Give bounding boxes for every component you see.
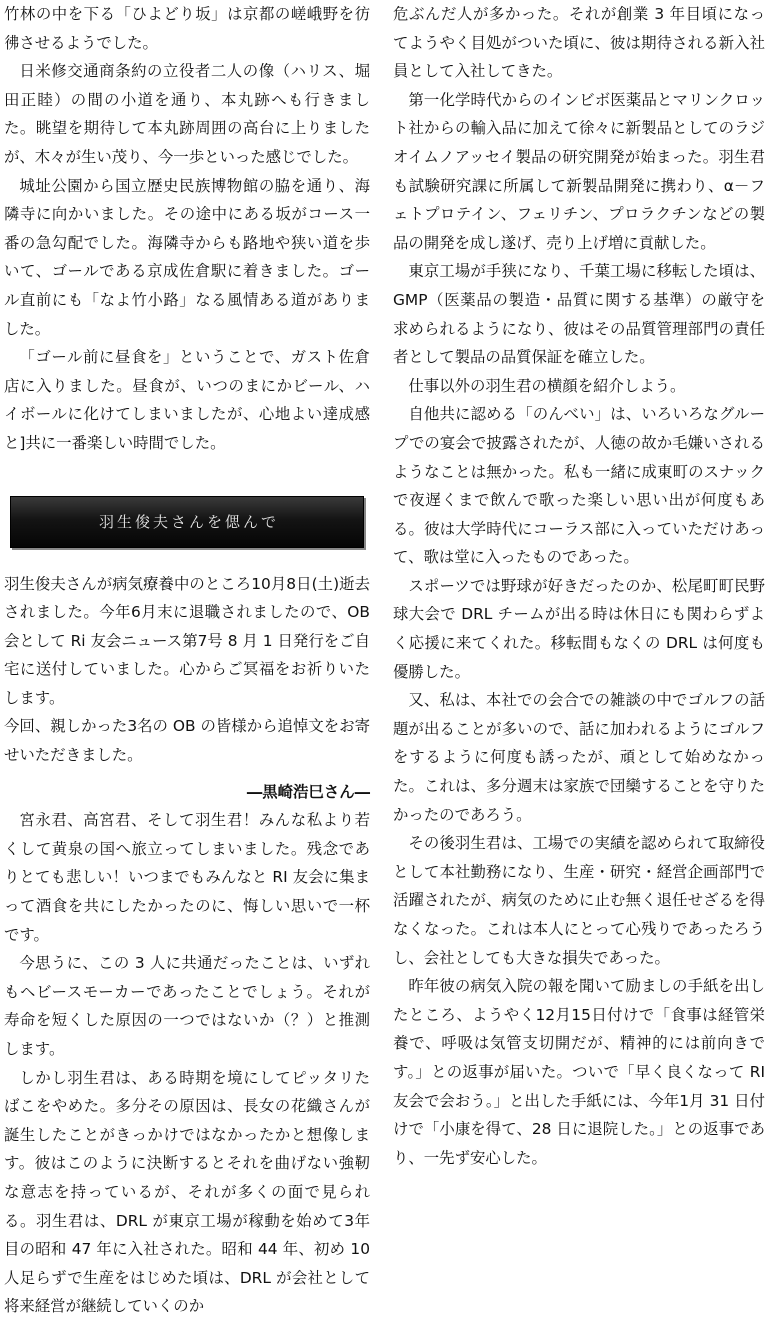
paragraph: 今思うに、この 3 人に共通だったことは、いずれもヘビースモーカーであったことでしょう。それが寿命を短くした原因の一つではないか（？）と推測します。 <box>4 954 370 1058</box>
paragraph: 竹林の中を下る「ひよどり坂」は京都の嵯峨野を彷彿させるようでした。 <box>4 5 370 52</box>
paragraph: スポーツでは野球が好きだったのか、松尾町町民野球大会で DRL チームが出る時は休日にも関わらずよく応援に来てくれた。移転間もなくの DRL は何度も優勝した。 <box>393 576 765 681</box>
paragraph: 日米修交通商条約の立役者二人の像（ハリス、堀田正睦）の間の小道を通り、本丸跡へも行きました。眺望を期待して本丸跡周囲の高台に上りましたが、木々が生い茂り、今一歩といった感じでした。 <box>4 62 370 166</box>
intro-paragraph: 羽生俊夫さんが病気療養中のところ10月8日(土)逝去されました。今年6月末に退職されましたので、OB会として Ri 友会ニュース第7号 8 月 1 日発行をご自宅に送付していました。心からご冥福をお祈りいたします。 <box>4 574 370 707</box>
paragraph: 東京工場が手狭になり、千葉工場に移転した頃は、GMP（医薬品の製造・品質に関する基準）の厳守を求められるようになり、彼はその品質管理部門の責任者として製品の品質保証を確立した。 <box>393 262 765 367</box>
intro-paragraph: 今回、親しかった3名の OB の皆様から追悼文をお寄せいただきました。 <box>4 717 370 765</box>
paragraph: 仕事以外の羽生君の横顔を紹介しよう。 <box>408 376 686 395</box>
paragraph: しかし羽生君は、ある時期を境にしてピッタリたばこをやめた。多分その原因は、長女の花織さんが誕生したことがきっかけではなかったかと想像します。彼はこのように決断するとそれを曲げない強靭な意志を持っているが、それが多くの面で見られる。羽生君は、DRL が東京工場が稼動を始めて3年目の昭和 47 年に入社された。昭和 44 年、初め 10 人足らずで生産をはじめた頃は、DRL が会社として将来経営が継続していくのか <box>4 1068 370 1316</box>
paragraph: 第一化学時代からのインビボ医薬品とマリンクロット社からの輸入品に加えて徐々に新製品としてのラジオイムノアッセイ製品の研究開発が始まった。羽生君も試験研究課に所属して新製品開発に携わり、α－フェトプロテイン、フェリチン、プロラクチンなどの製品の開発を成し遂げ、売り上げ増に貢献した。 <box>393 90 765 252</box>
paragraph: 宮永君、高宮君、そして羽生君！みんな私より若くして黄泉の国へ旅立ってしまいました。残念でありとても悲しい！いつまでもみんなと RI 友会に集まって酒食を共にしたかったのに、悔しい思いで一杯です。 <box>4 811 370 944</box>
section-heading-box <box>10 496 364 548</box>
paragraph: 昨年彼の病気入院の報を聞いて励ましの手紙を出したところ、ようやく12月15日付けで「食事は経管栄養で、呼吸は気管支切開だが、精神的には前向きです。」との返事が届いた。ついで「早く良くなって RI 友会で会おう。」と出した手紙には、今年1月 31 日付けで「小康を得て、28 日に退院した。」との返事であり、一先ず安心した。 <box>393 977 765 1167</box>
section-heading: 羽生俊夫さんを偲んで <box>99 513 280 531</box>
paragraph: その後羽生君は、工場での実績を認められて取締役として本社勤務になり、生産・研究・経営企画部門で活躍されたが、病気のために止む無く退任せざるを得なくなった。これは本人にとって心残りであったろうし、会社としても大きな損失であった。 <box>393 834 765 967</box>
spacer <box>4 548 370 570</box>
paragraph: 「ゴール前に昼食を」ということで、ガスト佐倉店に入りました。昼食が、いつのまにかビール、ハイボールに化けてしまいましたが、心地よい達成感と]共に一番楽しい時間でした。 <box>4 348 370 452</box>
spacer <box>4 458 370 496</box>
author-signature: ―黒崎浩巳さん― <box>246 782 370 801</box>
paragraph: 城址公園から国立歴史民族博物館の脇を通り、海隣寺に向かいました。その途中にある坂がコース一番の急勾配でした。海隣寺からも路地や狭い道を歩いて、ゴールである京成佐倉駅に着きました。ゴール直前にも「なよ竹小路」なる風情ある道がありました。 <box>4 176 370 338</box>
right-column <box>393 0 765 1172</box>
paragraph: 危ぶんだ人が多かった。それが創業 3 年目頃になってようやく目処がついた頃に、彼は期待される新入社員として入社してきた。 <box>393 5 765 81</box>
paragraph: 自他共に認める「のんべい」は、いろいろなグループでの宴会で披露されたが、人徳の故か毛嫌いされるようなことは無かった。私も一緒に成東町のスナックで夜遅くまで飲んで歌った楽しい思い出が何度もある。彼は大学時代にコーラス部に入っていただけあって、歌は堂に入ったものであった。 <box>393 405 765 567</box>
left-column <box>4 0 370 1321</box>
paragraph: 又、私は、本社での会合での雑談の中でゴルフの話題が出ることが多いので、話に加われるようにゴルフをするように何度も誘ったが、頑として始めなかった。これは、多分週末は家族で団欒することを守りたかったのであろう。 <box>393 691 765 824</box>
